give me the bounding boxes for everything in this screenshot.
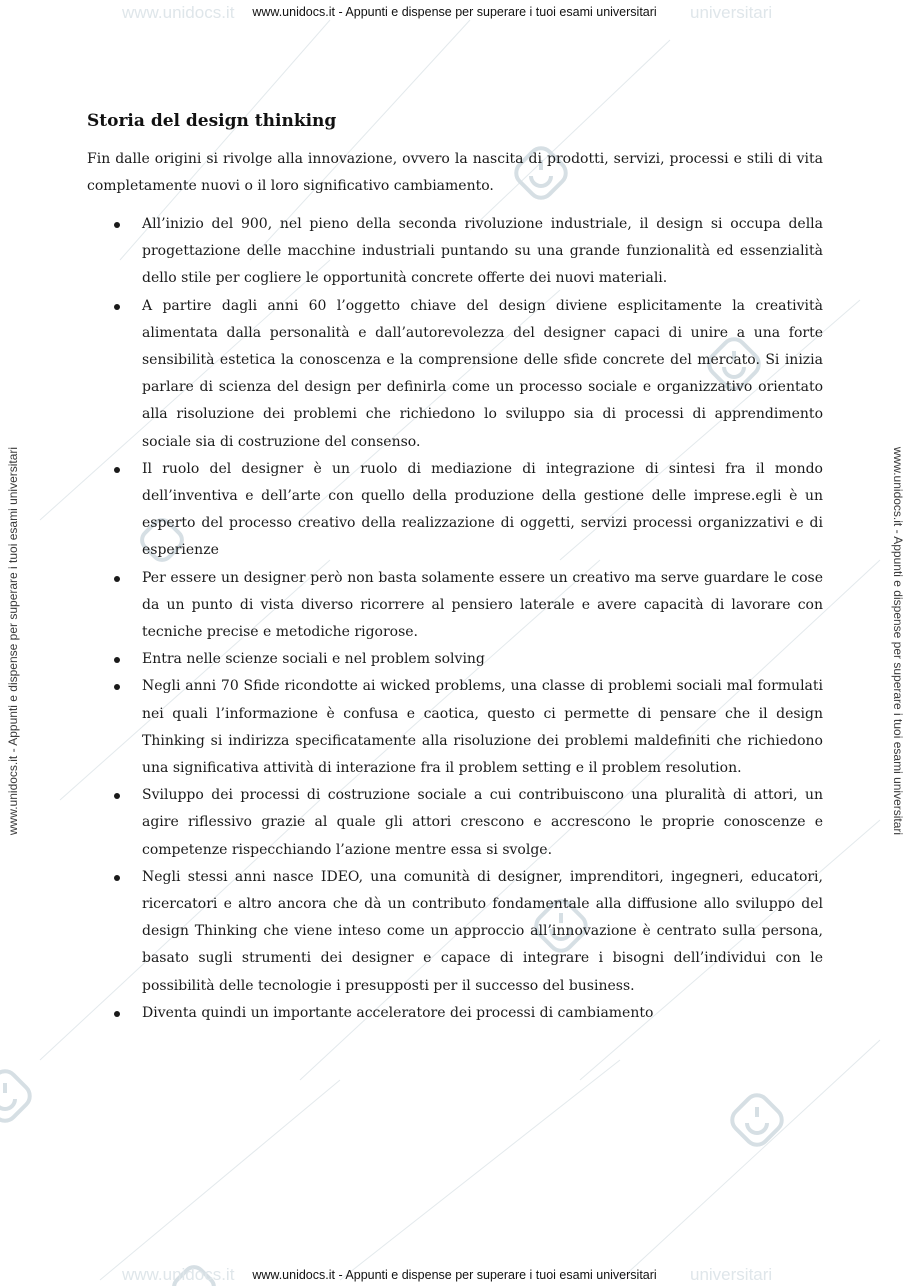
list-item bbox=[87, 646, 823, 673]
bullet-icon bbox=[114, 875, 120, 881]
list-item-text: A partire dagli anni 60 l’oggetto chiave del design diviene esplicitamente la creatività alimentata dalla personalità e dall’autorevolezza del designer capaci di unire a una forte sensibilità estetica la conoscenza e la comprensione delle sfide concrete del mercato. Si inizia parlare di scienza del design per definirla come un processo sociale e organizzativo orientato alla risoluzione dei problemi che richiedono lo sviluppo sia di processi di apprendimento sociale sia di costruzione del consenso. bbox=[142, 297, 823, 450]
list-item bbox=[87, 1000, 823, 1027]
bullet-icon bbox=[114, 304, 120, 310]
list-item-text: Negli stessi anni nasce IDEO, una comunità di designer, imprenditori, ingegneri, educatori, ricercatori e altro ancora che dà un contributo fondamentale alla diffusione allo sviluppo del design Thinking che viene inteso come un approccio all’innovazione è centrato sulla persona, basato sugli strumenti dei designer e capace di integrare i bisogni dell’individui con le possibilità delle tecnologie i presupposti per il successo del business. bbox=[142, 868, 823, 994]
bullet-icon bbox=[114, 657, 120, 663]
list-item bbox=[87, 293, 823, 456]
list-item bbox=[87, 456, 823, 565]
bullet-icon bbox=[114, 222, 120, 228]
section-title: Storia del design thinking bbox=[87, 111, 337, 131]
watermark-ghost-right: universitari bbox=[690, 3, 773, 22]
list-item bbox=[87, 673, 823, 782]
list-item bbox=[87, 211, 823, 293]
list-item-text: All’inizio del 900, nel pieno della seconda rivoluzione industriale, il design si occupa della progettazione delle macchine industriali puntando su una grande funzionalità ed essenzialità dello stile per cogliere le opportunità concrete offerte dei nuovi materiali. bbox=[142, 216, 823, 287]
list-item-text: Negli anni 70 Sfide ricondotte ai wicked problems, una classe di problemi sociali mal formulati nei quali l’informazione è confusa e caotica, questo ci permette di pensare che il design Thinking si indirizza specificatamente alla risoluzione dei problemi maldefiniti che richiedono una significativa attività di interazione fra il problem setting e il problem resolution. bbox=[142, 678, 823, 777]
list-item-text: Il ruolo del designer è un ruolo di mediazione di integrazione di sintesi fra il mondo dell’inventiva e dell’arte con quello della produzione della gestione delle imprese.egli è un esperto del processo creativo della realizzazione di oggetti, servizi processi organizzativi e di esperienze bbox=[142, 460, 823, 559]
bullet-list bbox=[87, 211, 823, 1027]
bullet-icon bbox=[114, 793, 120, 799]
list-item-text: Per essere un designer però non basta solamente essere un creativo ma serve guardare le cose da un punto di vista diverso ricorrere al pensiero laterale e avere capacità di lavorare con tecniche precise e metodiche rigorose. bbox=[142, 569, 823, 641]
watermark-footer[interactable]: www.unidocs.it - Appunti e dispense per superare i tuoi esami universitari bbox=[252, 1268, 657, 1282]
unidocs-logo-icon bbox=[0, 1066, 35, 1125]
watermark-ghost-right: universitari bbox=[690, 1265, 773, 1284]
list-item bbox=[87, 864, 823, 1000]
watermark-side-right: www.unidocs.it - Appunti e dispense per superare i tuoi esami universitari bbox=[891, 446, 905, 836]
watermark-ghost-left: www.unidocs.it bbox=[122, 1265, 235, 1284]
watermark-header[interactable]: www.unidocs.it - Appunti e dispense per superare i tuoi esami universitari bbox=[252, 5, 657, 19]
list-item-text: Entra nelle scienze sociali e nel problem solving bbox=[142, 651, 485, 668]
bullet-icon bbox=[114, 684, 120, 690]
watermark-side-left: www.unidocs.it - Appunti e dispense per superare i tuoi esami universitari bbox=[6, 446, 20, 836]
unidocs-logo-icon bbox=[727, 1090, 786, 1149]
bullet-icon bbox=[114, 576, 120, 582]
list-item-text: Diventa quindi un importante acceleratore dei processi di cambiamento bbox=[142, 1004, 654, 1021]
bullet-icon bbox=[114, 1011, 120, 1017]
intro-paragraph: Fin dalle origini si rivolge alla innovazione, ovvero la nascita di prodotti, servizi, processi e stili di vita completamente nuovi o il loro significativo cambiamento. bbox=[87, 151, 823, 194]
list-item bbox=[87, 565, 823, 647]
watermark-ghost-left: www.unidocs.it bbox=[122, 3, 235, 22]
document-body bbox=[87, 108, 823, 1027]
list-item bbox=[87, 782, 823, 864]
list-item-text: Sviluppo dei processi di costruzione sociale a cui contribuiscono una pluralità di attori, un agire riflessivo grazie al quale gli attori crescono e accrescono le proprie conoscenze e competenze rispecchiando l’azione mentre essa si svolge. bbox=[142, 787, 823, 858]
bullet-icon bbox=[114, 467, 120, 473]
